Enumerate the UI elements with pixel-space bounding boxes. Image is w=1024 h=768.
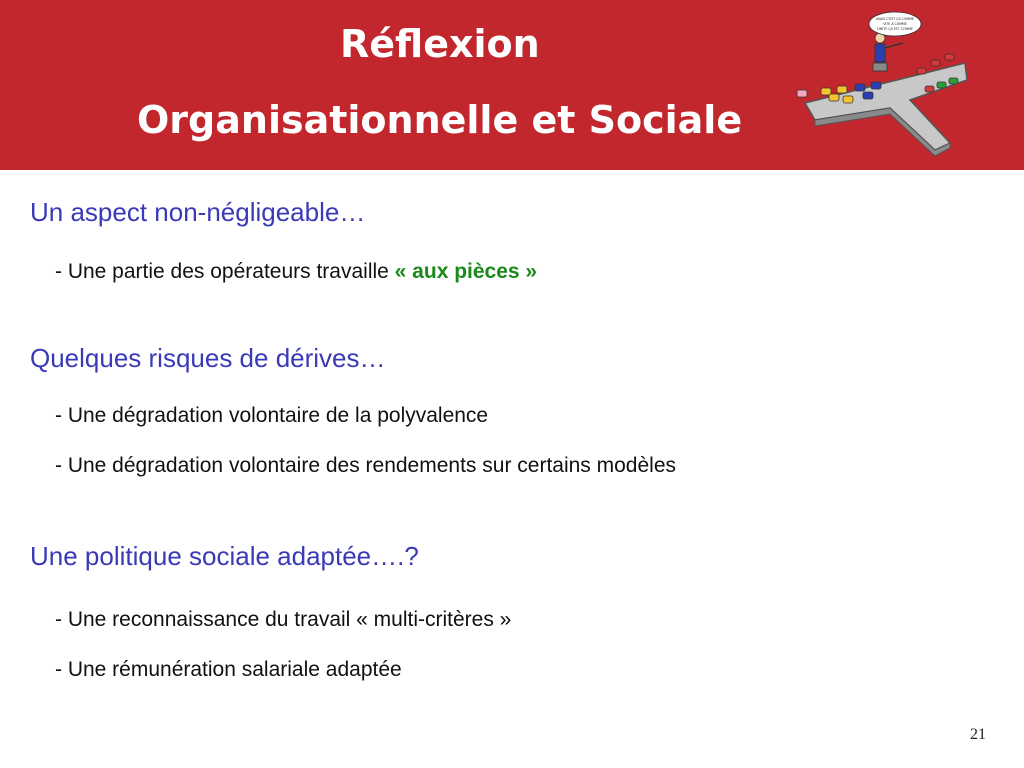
- speech-text-1: AVAIS C'EST ÇA COMME: [876, 17, 914, 21]
- speech-text-3: LIMITE ÇA ETC COMME: [876, 27, 914, 31]
- section-heading-politique: Une politique sociale adaptée….?: [30, 541, 419, 571]
- bullet-operateurs: [55, 260, 537, 284]
- title-banner: [0, 0, 1024, 170]
- page-number: 21: [970, 726, 986, 743]
- bullet-remuneration: - Une rémunération salariale adaptée: [55, 658, 402, 681]
- section-heading-aspect: Un aspect non-négligeable…: [30, 197, 366, 227]
- slide-title-line-2: Organisationnelle et Sociale: [137, 98, 743, 142]
- speech-text-2: VITE A COMME: [883, 22, 907, 26]
- bullet-polyvalence: - Une dégradation volontaire de la polyvalence: [55, 404, 489, 427]
- slide-title-line-1: Réflexion: [340, 22, 540, 66]
- production-line-illustration-icon: [785, 8, 975, 158]
- bullet-text: - Une partie des opérateurs travaille: [55, 260, 395, 283]
- bullet-reconnaissance: - Une reconnaissance du travail « multi-critères »: [55, 608, 512, 631]
- highlight-aux-pieces: « aux pièces »: [394, 260, 538, 283]
- bullet-rendements: - Une dégradation volontaire des rendements sur certains modèles: [55, 454, 677, 477]
- section-heading-risques: Quelques risques de dérives…: [30, 343, 386, 373]
